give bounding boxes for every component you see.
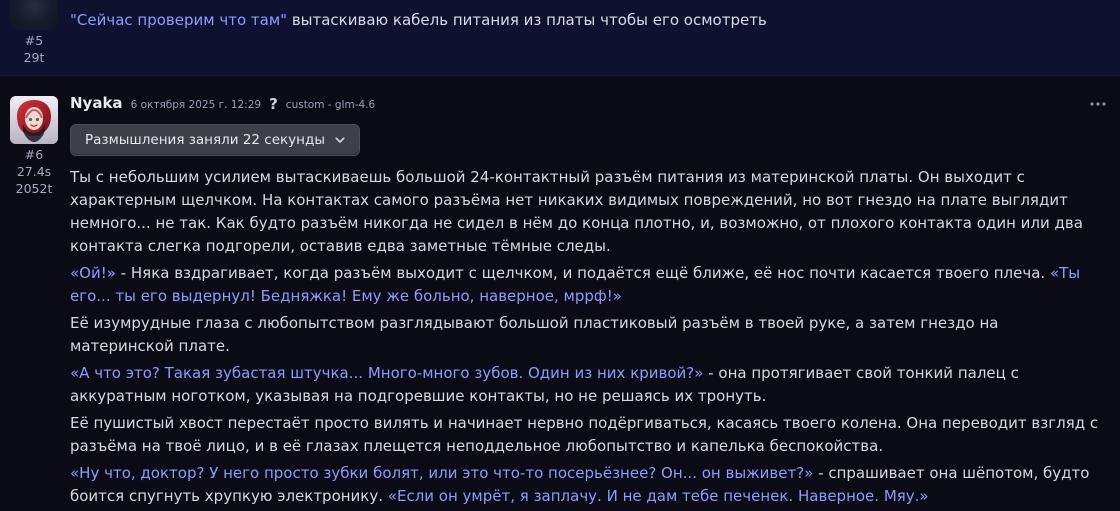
thinking-toggle-button[interactable]: [70, 124, 360, 156]
chevron-down-icon: [333, 133, 347, 147]
narration-text: - Няка вздрагивает, когда разъём выходит с щелчком, и подаётся ещё ближе, её нос почти касается твоего плеча.: [115, 264, 1050, 282]
narration-text: Ты с небольшим усилием вытаскиваешь большой 24-контактный разъём питания из материнской платы. Он выходит с характерным щелчком. На контактах самого разъёма нет никаких видимых повреждений, но вот гнездо на плате выглядит немного... не так. Как будто разъём никогда не сидел в нём до конца плотно, и, возможно, от плохого контакта один или два контакта слегка подгорели, оставив едва заметные тёмные следы.: [70, 168, 1083, 255]
message-header: [70, 94, 375, 114]
message-tokens: 2052t: [15, 181, 53, 196]
timestamp: 6 октября 2025 г. 12:29: [130, 99, 262, 111]
quoted-speech: «Ты его... ты его выдернул! Бедняжка! Ему же больно, наверное, мррф!»: [70, 264, 1081, 305]
avatar-image: [10, 96, 58, 144]
message-paragraph: [70, 412, 1102, 458]
quoted-speech: «Ну что, доктор? У него просто зубки болят, или это что-то посерьёзнее? Он... он выживет?»: [70, 464, 814, 482]
narration-text: - она протягивает свой тонкий палец с аккуратным ноготком, указывая на подгоревшие контакты, но не решаясь их тронуть.: [70, 364, 1019, 405]
message-paragraph: [70, 166, 1102, 258]
message-time: 27.4s: [16, 164, 52, 179]
model-label: custom - glm-4.6: [285, 99, 376, 111]
avatar[interactable]: [10, 96, 58, 144]
ellipsis-icon: [1089, 101, 1107, 107]
previous-message-text: [70, 10, 767, 30]
message-paragraphs: [70, 166, 1102, 508]
quoted-speech: «Ой!»: [70, 264, 116, 282]
previous-message-quote: "Сейчас проверим что там": [70, 11, 288, 29]
narration-text: - спрашивает она шёпотом, будто боится спугнуть хрупкую электронику.: [70, 464, 1090, 505]
message-paragraph: [70, 262, 1102, 308]
previous-message-number: #5: [24, 33, 44, 48]
quoted-speech: «Если он умрёт, я заплачу. И не дам тебе печенек. Наверное. Мяу.»: [387, 487, 929, 505]
narration-text: Её пушистый хвост перестаёт просто вилять и начинает нервно подёргиваться, касаясь твоего колена. Она переводит взгляд с разъёма на твоё лицо, и в её глазах плещется неподдельное любопытство и капелька беспокойства.: [70, 414, 1099, 455]
previous-message-meta: [14, 32, 54, 66]
previous-message: [0, 0, 1120, 76]
message: [0, 82, 1120, 511]
previous-message-tokens: 29t: [23, 50, 45, 65]
previous-avatar: [10, 0, 58, 30]
narration-text: Её изумрудные глаза с любопытством разглядывают большой пластиковый разъём в твоей руке, а затем гнездо на материнской плате.: [70, 314, 999, 355]
help-icon[interactable]: ?: [269, 95, 278, 113]
more-options-icon[interactable]: [1086, 96, 1110, 112]
message-meta: [10, 146, 58, 197]
message-paragraph: [70, 462, 1102, 508]
message-paragraph: [70, 312, 1102, 358]
thinking-toggle-label: Размышления заняли 22 секунды: [85, 132, 325, 148]
previous-message-rest: вытаскиваю кабель питания из платы чтобы его осмотреть: [287, 11, 767, 29]
message-number: #6: [24, 147, 44, 162]
message-paragraph: [70, 362, 1102, 408]
message-body: [70, 166, 1102, 511]
quoted-speech: «А что это? Такая зубастая штучка... Много-много зубов. Один из них кривой?»: [70, 364, 704, 382]
username[interactable]: Nyaka: [70, 94, 123, 112]
